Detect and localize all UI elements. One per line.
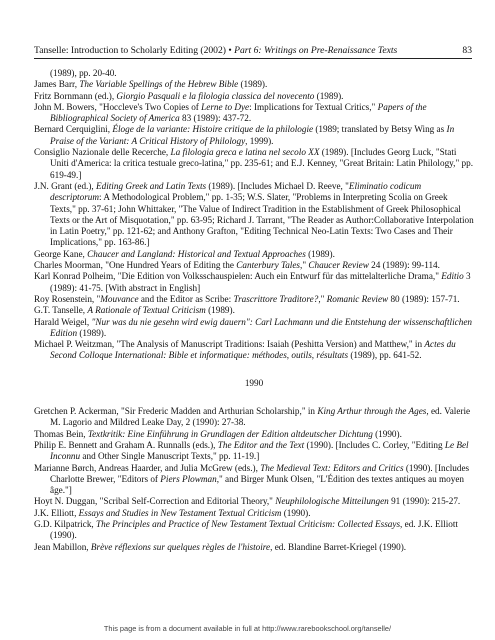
entry-text: John M. Bowers, "Hoccleve's Two Copies of: [34, 101, 202, 112]
entry-title: A Rationale of Textual Criticism: [87, 305, 206, 316]
entry-text: : Implications for Textual Critics,": [249, 101, 378, 112]
bibliography-entry: [34, 102, 474, 125]
entry-title: Piers Plowman: [160, 473, 217, 484]
entry-text: 91 (1990): 215-27.: [388, 496, 461, 507]
entry-title: Giorgio Pasquali e la filologia classica del novecento: [116, 90, 315, 101]
running-title-b: Part 6: Writings on Pre-Renaissance Texts: [234, 45, 398, 56]
bibliography-entry: [34, 429, 474, 440]
bibliography-entry: [34, 542, 474, 553]
entry-text: (1989). [Includes Georg Luck, "Stati Uniti d'America: la critica testuale greco-latina," pp. 235-61; and E.J. Kenney, "Great Britain: Latin Philology," pp. 619-49.]: [50, 147, 473, 180]
bibliography-entry: [34, 181, 474, 249]
entry-title: Mouvance: [100, 293, 139, 304]
year-heading: 1990: [244, 377, 264, 388]
bibliography-entry: [34, 317, 474, 340]
entry-text: Consiglio Nazionale delle Recerche,: [34, 147, 171, 158]
entry-text: Karl Konrad Polheim, "Die Edition von Volksschauspielen: Auch ein Entwurf für das mittelalterliche Drama,": [34, 271, 442, 282]
entry-title: Actes du Second Colloque International: Bible et informatique: méthodes, outils, résultats: [50, 339, 456, 361]
entry-text: and the Editor as Scribe:: [138, 293, 234, 304]
bibliography-entry: [34, 305, 474, 316]
bibliography-entry: [34, 294, 474, 305]
entry-text: (1989).: [314, 90, 344, 101]
entry-text: 83 (1989): 437-72.: [179, 113, 252, 124]
entry-text: J.K. Elliott,: [34, 507, 79, 518]
entry-text: Harald Weigel,: [34, 316, 92, 327]
bibliography-entry: [34, 508, 474, 519]
bibliography-entry: [34, 79, 474, 90]
entry-text: George Kane,: [34, 248, 88, 259]
bibliography-entry: [34, 249, 474, 260]
entry-title: Editio: [441, 271, 464, 282]
entry-text: (1989).: [205, 305, 235, 316]
entry-title: Chaucer and Langland: Historical and Textual Approaches: [87, 248, 306, 259]
page-number: 83: [462, 45, 472, 56]
entry-text: (1990).: [372, 428, 402, 439]
entry-text: G.D. Kilpatrick,: [34, 518, 97, 529]
bibliography-entry: [34, 271, 474, 294]
entry-text: Thomas Bein,: [34, 428, 88, 439]
entry-title: Editing Greek and Latin Texts: [96, 180, 207, 191]
entry-title: Essays and Studies in New Testament Textual Criticism: [78, 507, 282, 518]
entry-title: La filologia greca e latina nel secolo XX: [170, 147, 320, 158]
entry-text: : A Methodological Problem," pp. 1-35; W.S. Slater, "Problems in Interpreting Scolia on Greek Texts," pp. 37-61; John Whittaker, "The Value of Indirect Tradition in the Establishment of Greek Philosophical Texts or the Art of Misquotation," pp. 63-95; Richard J. Tarrant, "The Reader as Author:Collaborative Interpolation in Latin Poetry," pp. 121-62; and Anthony Grafton, "Editing Technical Neo-Latin Texts: Two Cases and Their Implications," pp. 163-86.]: [50, 192, 474, 248]
entry-text: , ed. Valerie M. Lagorio and Mildred Leake Day, 2 (1990): 27-38.: [50, 406, 471, 428]
source-footer: This page is from a document available in full at http://www.rarebookschool.org/tanselle/: [103, 624, 392, 633]
entry-title: Éloge de la variante: Histoire critique de la philologie: [112, 124, 314, 135]
entry-title: Neuphilologische Mitteilungen: [275, 496, 389, 507]
entry-title: The Principles and Practice of New Testament Textual Criticism: Collected Essays: [96, 518, 401, 529]
entry-text: James Barr,: [34, 79, 80, 90]
bibliography-entry: [34, 124, 474, 147]
entry-text: 3 (1989): 41-75. [With abstract in English]: [50, 271, 471, 293]
entry-text: (1990).: [281, 507, 311, 518]
entry-text: Bernard Cerquiglini,: [34, 124, 113, 135]
entry-text: (1989), pp. 641-52.: [348, 350, 422, 361]
bibliography-entry: [34, 147, 474, 181]
entries-1990: [34, 406, 474, 553]
entry-title: The Editor and the Text: [217, 439, 305, 450]
entry-title: Trascrittore Traditore?: [233, 293, 319, 304]
entry-text: Fritz Bornmann (ed.),: [34, 90, 117, 101]
entry-text: ,": [300, 260, 309, 271]
entry-title: Brève réflexions sur quelques règles de l'histoire: [90, 541, 271, 552]
running-title-a: Tanselle: Introduction to Scholarly Editing (2002): [34, 45, 226, 56]
entry-title: Papers of the Bibliographical Society of America: [50, 101, 427, 124]
entry-text: , 1999).: [245, 135, 274, 146]
entry-title: Romanic Review: [326, 293, 389, 304]
entry-title: The Variable Spellings of the Hebrew Bible: [79, 79, 239, 90]
header-separator: •: [225, 45, 235, 56]
entry-text: (1989).: [77, 327, 107, 338]
entry-text: 24 (1989): 99-114.: [368, 260, 440, 271]
bibliography-entry: [34, 463, 474, 497]
entry-text: Michael P. Weitzman, "The Analysis of Manuscript Traditions: Isaiah (Peshitta Version) and Matthew," in: [34, 339, 425, 350]
entry-text: (1989; translated by Betsy Wing as: [313, 124, 447, 135]
entry-title: Eliminatio codicum descriptorum: [50, 180, 422, 203]
entry-text: and Other Single Manuscript Texts," pp. 11-19.]: [80, 451, 260, 462]
entry-text: (1989). [Includes Michael D. Reeve, ": [206, 180, 349, 191]
entry-text: ," and Birger Munk Olsen, "L'Édition des textes antiques au moyen âge."]: [50, 473, 465, 496]
entry-title: King Arthur through the Ages: [317, 406, 427, 417]
bibliography-entry: [34, 339, 474, 362]
entry-text: J.N. Grant (ed.),: [34, 180, 96, 191]
entry-text: G.T. Tanselle,: [34, 305, 88, 316]
entry-text: (1989).: [238, 79, 268, 90]
running-header: [34, 45, 472, 59]
bibliography-entry: [34, 440, 474, 463]
entry-title: Le Bel Inconnu: [50, 439, 469, 462]
entry-title: Lerne to Dye: [201, 101, 250, 112]
bibliography-body: [34, 68, 474, 553]
continued-entry: (1989), pp. 20-40.: [50, 68, 117, 78]
entry-text: Gretchen P. Ackerman, "Sir Frederic Madden and Arthurian Scholarship," in: [34, 406, 318, 417]
entry-text: 80 (1989): 157-71.: [388, 293, 460, 304]
bibliography-entry: [34, 496, 474, 507]
entry-text: (1990). [Includes Charlotte Brewer, "Editors of: [50, 462, 470, 484]
entry-text: Philip E. Bennett and Graham A. Runnalls (eds.),: [34, 439, 218, 450]
entry-text: (1989).: [305, 248, 335, 259]
entry-text: Charles Moorman, "One Hundred Years of Editing the: [34, 260, 237, 271]
entry-title: The Medieval Text: Editors and Critics: [260, 462, 404, 473]
bibliography-entry: [34, 260, 474, 271]
entry-title: In Praise of the Variant: A Critical History of Philology: [50, 124, 455, 146]
entry-text: ,": [318, 293, 327, 304]
entry-text: Marianne Børch, Andreas Haarder, and Julia McGrew (eds.),: [34, 462, 261, 473]
entry-text: , ed. J.K. Elliott (1990).: [50, 518, 458, 541]
entry-title: Chaucer Review: [308, 260, 369, 271]
bibliography-entry: [34, 91, 474, 102]
entry-text: Jean Mabillon,: [34, 541, 91, 552]
entries-1989: [34, 79, 474, 361]
bibliography-entry: [34, 406, 474, 429]
entry-text: (1990). [Includes C. Corley, "Editing: [304, 439, 445, 450]
entry-text: Hoyt N. Duggan, "Scribal Self-Correction and Editorial Theory,": [34, 496, 276, 507]
entry-text: Roy Rosenstein, ": [34, 293, 101, 304]
entry-title: Canterbury Tales: [236, 260, 301, 271]
entry-title: "Nur was du nie gesehn wird ewig dauern": Carl Lachmann und die Entstehung der wissenschaftlichen Edition: [50, 316, 472, 338]
entry-title: Textkritik: Eine Einführung in Grundlagen der Edition altdeutscher Dichtung: [87, 428, 373, 439]
entry-text: , ed. Blandine Barret-Kriegel (1990).: [270, 541, 407, 552]
bibliography-entry: [34, 519, 474, 542]
